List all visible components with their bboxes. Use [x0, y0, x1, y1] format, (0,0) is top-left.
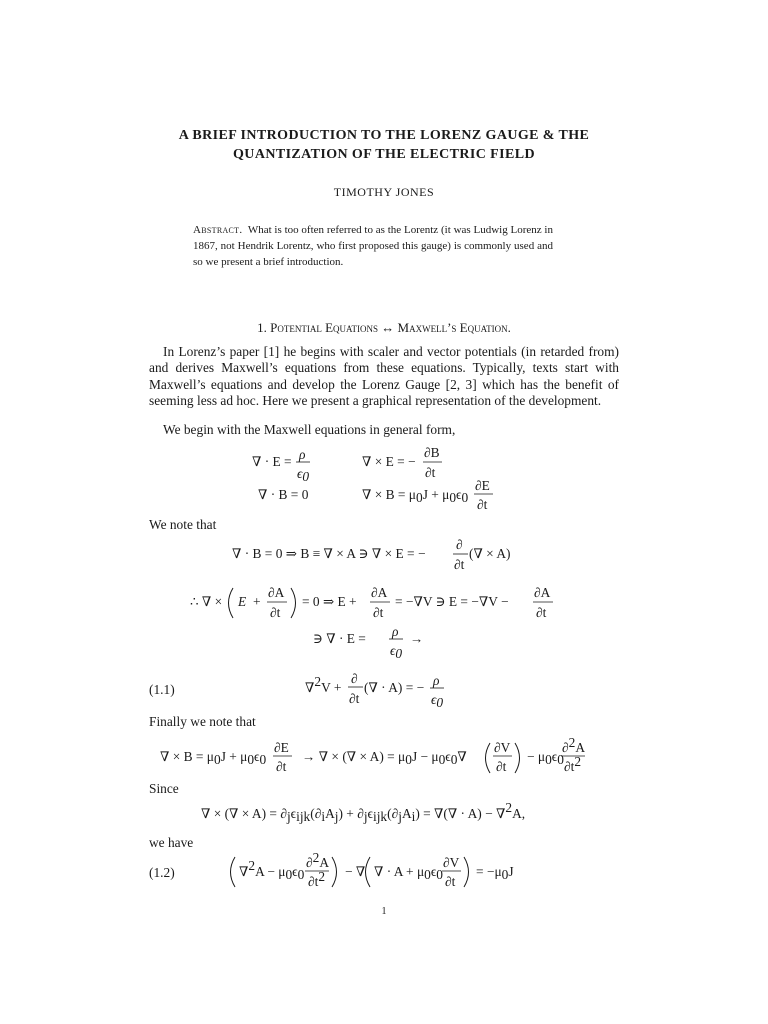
svg-text:∇ × (∇ × A) = ∂jϵijk(∂iAj) + ∂: ∇ × (∇ × A) = ∂jϵijk(∂iAj) + ∂jϵijk(∂jAi) = ∇(∇ · A) − ∇2A, [201, 800, 526, 824]
svg-text:ϵ0: ϵ0 [390, 643, 403, 661]
svg-text:ϵ0: ϵ0 [431, 692, 444, 710]
svg-text:∋ ∇ · E =: ∋ ∇ · E = [313, 631, 366, 646]
author-name: TIMOTHY JONES [333, 185, 435, 199]
paragraph-intro: In Lorenz’s paper [1] he begins with scaler and vector potentials (in retarded from) and derives Maxwell’s equations from these equations. Typically, texts start with Maxwell’s equations and develop the Lorenz Gauge [2, 3] which has the benefit of seeming less ad hoc. Here we present a graphical representation of the development. [149, 344, 619, 409]
paragraph-maxwell-intro: We begin with the Maxwell equations in general form, [163, 422, 456, 437]
svg-text:= −∇V ∋ E = −∇V −: = −∇V ∋ E = −∇V − [395, 594, 509, 609]
text-we-note-that: We note that [149, 517, 217, 532]
svg-text:∂E: ∂E [274, 740, 289, 755]
svg-text:∇ × B = μ0J + μ0ϵ0: ∇ × B = μ0J + μ0ϵ0 [160, 749, 267, 767]
abstract-text: What is too often referred to as the Lorentz (it was Ludwig Lorenz in 1867, not Hendrik Lorentz, who first proposed this gauge) is commonly used and so we present a brief introduction. [193, 224, 553, 268]
svg-text:∂A: ∂A [371, 585, 388, 600]
svg-text:+: + [253, 594, 261, 609]
text-we-have: we have [149, 835, 194, 850]
svg-text:∇ · A + μ0ϵ0: ∇ · A + μ0ϵ0 [374, 864, 443, 882]
svg-text:− ∇: − ∇ [345, 864, 366, 879]
svg-text:(∇ · A) = −: (∇ · A) = − [364, 680, 425, 695]
svg-text:ρ: ρ [433, 673, 440, 688]
svg-text:∂t2: ∂t2 [308, 869, 326, 889]
svg-text:∂: ∂ [456, 537, 463, 552]
svg-text:∂A: ∂A [268, 585, 285, 600]
equation-number-1-1: (1.1) [149, 682, 175, 697]
svg-text:→ ∇ × (∇ × A) = μ0J − μ0ϵ0∇: → ∇ × (∇ × A) = μ0J − μ0ϵ0∇ [302, 749, 467, 767]
svg-text:∂t: ∂t [454, 557, 465, 572]
svg-text:∂t: ∂t [349, 691, 360, 706]
svg-text:∂t: ∂t [445, 874, 456, 889]
svg-text:∴ ∇ ×: ∴ ∇ × [190, 594, 223, 609]
svg-text:∂V: ∂V [443, 855, 460, 870]
svg-text:∇ · E =: ∇ · E = [252, 454, 292, 469]
svg-text:ρ: ρ [392, 624, 399, 639]
svg-text:∇2A − μ0ϵ0: ∇2A − μ0ϵ0 [239, 858, 305, 882]
svg-text:∂: ∂ [351, 671, 358, 686]
svg-text:∂t: ∂t [496, 759, 507, 774]
text-since: Since [149, 781, 179, 796]
svg-text:∂E: ∂E [475, 478, 490, 493]
text-finally-we-note: Finally we note that [149, 714, 256, 729]
svg-text:∂t: ∂t [270, 605, 281, 620]
svg-text:→: → [410, 631, 424, 646]
svg-text:∂A: ∂A [534, 585, 551, 600]
svg-text:∂B: ∂B [424, 445, 440, 460]
svg-text:∇ × B = μ0J + μ0ϵ0: ∇ × B = μ0J + μ0ϵ0 [362, 487, 469, 505]
svg-text:∂t2: ∂t2 [564, 754, 582, 774]
svg-text:∇ · B = 0: ∇ · B = 0 [258, 487, 309, 502]
svg-text:∂t: ∂t [276, 759, 287, 774]
svg-text:∂t: ∂t [536, 605, 547, 620]
paper-title: A BRIEF INTRODUCTION TO THE LORENZ GAUGE & THE QUANTIZATION OF THE ELECTRIC FIELD [178, 128, 590, 162]
svg-text:∂V: ∂V [494, 740, 511, 755]
svg-text:∂t: ∂t [477, 497, 488, 512]
svg-text:E: E [238, 594, 247, 609]
svg-text:∇2V +: ∇2V + [305, 674, 342, 695]
svg-text:ρ: ρ [299, 447, 306, 462]
abstract-heading: Abstract. [193, 224, 243, 236]
svg-text:= 0 ⇒ E +: = 0 ⇒ E + [302, 594, 357, 609]
svg-text:∇ · B = 0 ⇒ B ≡ ∇ × A ∋ ∇ × E: ∇ · B = 0 ⇒ B ≡ ∇ × A ∋ ∇ × E = − [232, 546, 426, 561]
svg-text:− μ0ϵ0: − μ0ϵ0 [527, 749, 564, 767]
svg-text:∇ × E = −: ∇ × E = − [362, 454, 416, 469]
page-number: 1 [381, 906, 387, 917]
svg-text:∂t: ∂t [425, 465, 436, 480]
equation-number-1-2: (1.2) [149, 865, 175, 880]
svg-text:∂2A: ∂2A [306, 850, 329, 870]
svg-text:(∇ × A): (∇ × A) [469, 546, 511, 561]
svg-text:∂t: ∂t [373, 605, 384, 620]
svg-text:= −μ0J: = −μ0J [476, 864, 514, 882]
svg-text:ϵ0: ϵ0 [297, 466, 310, 484]
section-heading: 1. Potential Equations ↔ Maxwell’s Equation. [257, 320, 511, 335]
svg-text:∂2A: ∂2A [562, 735, 585, 755]
